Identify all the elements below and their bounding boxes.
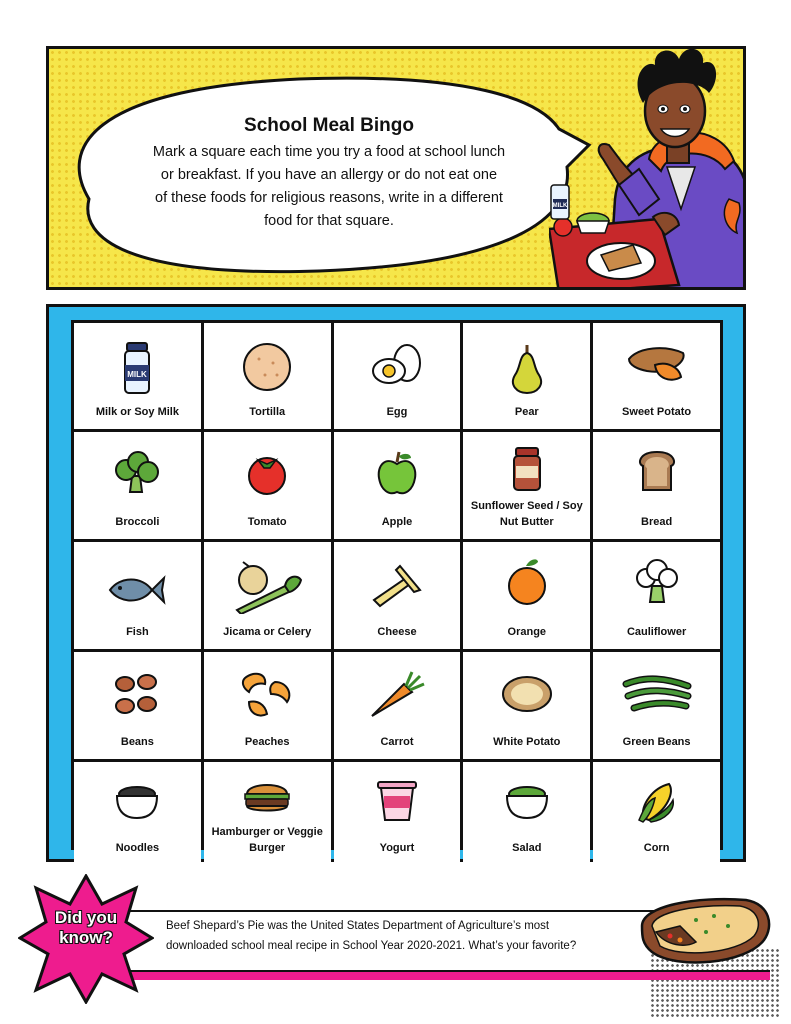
square-label: Yogurt: [379, 842, 415, 854]
square-label: Egg: [386, 406, 408, 418]
bingo-square-apple[interactable]: [334, 432, 461, 539]
square-label: Peaches: [244, 736, 290, 748]
instructions: [129, 141, 529, 233]
bingo-board: [46, 304, 746, 862]
square-label: Broccoli: [115, 516, 160, 528]
salad-icon: [503, 782, 551, 822]
bingo-square-egg[interactable]: [334, 323, 461, 429]
square-label: Jicama or Celery: [223, 626, 312, 638]
student-character-illustration: [549, 49, 746, 290]
bingo-square-jicama-celery[interactable]: [204, 542, 331, 649]
square-label: Sunflower Seed / Soy Nut Butter: [470, 500, 583, 528]
bubble-text: [129, 115, 529, 233]
square-label: Hamburger or Veggie Burger: [211, 826, 323, 854]
svg-text:MILK: MILK: [127, 370, 148, 379]
yogurt-icon: [376, 780, 418, 822]
bingo-square-white-potato[interactable]: [463, 652, 590, 759]
page-title: School Meal Bingo: [244, 115, 414, 136]
fish-icon: [106, 572, 168, 608]
cheese-icon: [370, 560, 424, 608]
tomato-icon: [244, 450, 290, 496]
green-beans-icon: [622, 672, 692, 716]
square-label: Salad: [512, 842, 542, 854]
milk-carton-label: MILK: [552, 203, 568, 209]
bingo-square-cheese[interactable]: [334, 542, 461, 649]
nut-butter-jar-icon: [510, 446, 544, 492]
bingo-square-nut-butter[interactable]: [463, 432, 590, 539]
bingo-square-tortilla[interactable]: [204, 323, 331, 429]
square-label: Corn: [643, 842, 670, 854]
milk-icon: [117, 341, 157, 397]
square-label: Noodles: [115, 842, 160, 854]
egg-icon: [369, 341, 425, 389]
did-you-know-badge-text: [30, 908, 142, 948]
bingo-square-fish[interactable]: [74, 542, 201, 649]
bread-icon: [637, 450, 677, 494]
square-label: Pear: [514, 406, 539, 418]
jicama-celery-icon: [229, 558, 305, 614]
square-label: Bread: [641, 516, 673, 528]
bingo-square-cauliflower[interactable]: [593, 542, 720, 649]
pink-bar: [130, 972, 770, 980]
bingo-square-burger[interactable]: [204, 762, 331, 865]
bingo-square-beans[interactable]: [74, 652, 201, 759]
bingo-square-corn[interactable]: [593, 762, 720, 865]
noodles-icon: [113, 782, 161, 822]
bingo-square-carrot[interactable]: [334, 652, 461, 759]
shepherds-pie-icon: [636, 886, 776, 972]
bingo-square-tomato[interactable]: [204, 432, 331, 539]
beans-icon: [111, 670, 163, 718]
burger-icon: [241, 778, 293, 816]
square-label: Carrot: [380, 736, 414, 748]
bingo-square-bread[interactable]: [593, 432, 720, 539]
square-label: Sweet Potato: [622, 406, 692, 418]
square-label: White Potato: [493, 736, 561, 748]
bingo-square-noodles[interactable]: [74, 762, 201, 865]
instructions-line-2: or breakfast. If you have an allergy or do not eat one: [160, 167, 498, 183]
bingo-square-orange[interactable]: [463, 542, 590, 649]
bingo-square-pear[interactable]: [463, 323, 590, 429]
instructions-line-4: food for that square.: [264, 213, 394, 229]
square-label: Cheese: [377, 626, 417, 638]
potato-icon: [499, 672, 555, 716]
square-label: Apple: [381, 516, 413, 528]
tortilla-icon: [241, 341, 293, 393]
instructions-line-3: of these foods for religious reasons, write in a different: [155, 190, 503, 206]
badge-line-2: know?: [59, 928, 113, 947]
carrot-icon: [368, 670, 426, 720]
pear-icon: [507, 341, 547, 395]
square-label: Beans: [120, 736, 154, 748]
did-you-know-section: [0, 866, 791, 1024]
bingo-grid: [71, 320, 723, 854]
fact-line-2: downloaded school meal recipe in School Year 2020-2021. What’s your favorite?: [166, 940, 577, 952]
square-label: Tortilla: [249, 406, 286, 418]
square-label: Green Beans: [622, 736, 691, 748]
badge-line-1: Did you: [54, 908, 118, 927]
square-label: Milk or Soy Milk: [95, 406, 179, 418]
square-label: Orange: [507, 626, 547, 638]
bingo-square-sweet-potato[interactable]: [593, 323, 720, 429]
header-panel: [46, 46, 746, 290]
bingo-square-milk[interactable]: [74, 323, 201, 429]
square-label: Cauliflower: [626, 626, 687, 638]
bingo-square-salad[interactable]: [463, 762, 590, 865]
instructions-line-1: Mark a square each time you try a food at school lunch: [152, 144, 506, 160]
sweet-potato-icon: [625, 341, 689, 385]
apple-icon: [375, 450, 419, 498]
cauliflower-icon: [634, 558, 680, 606]
peaches-icon: [239, 668, 295, 720]
square-label: Tomato: [247, 516, 287, 528]
bingo-square-peaches[interactable]: [204, 652, 331, 759]
bingo-square-yogurt[interactable]: [334, 762, 461, 865]
bingo-square-broccoli[interactable]: [74, 432, 201, 539]
square-label: Fish: [126, 626, 149, 638]
corn-icon: [635, 780, 679, 824]
fact-text: [166, 916, 646, 956]
broccoli-icon: [112, 450, 162, 494]
fact-line-1: Beef Shepard’s Pie was the United States Department of Agriculture’s most: [166, 920, 550, 932]
bingo-square-green-beans[interactable]: [593, 652, 720, 759]
orange-icon: [504, 558, 550, 606]
